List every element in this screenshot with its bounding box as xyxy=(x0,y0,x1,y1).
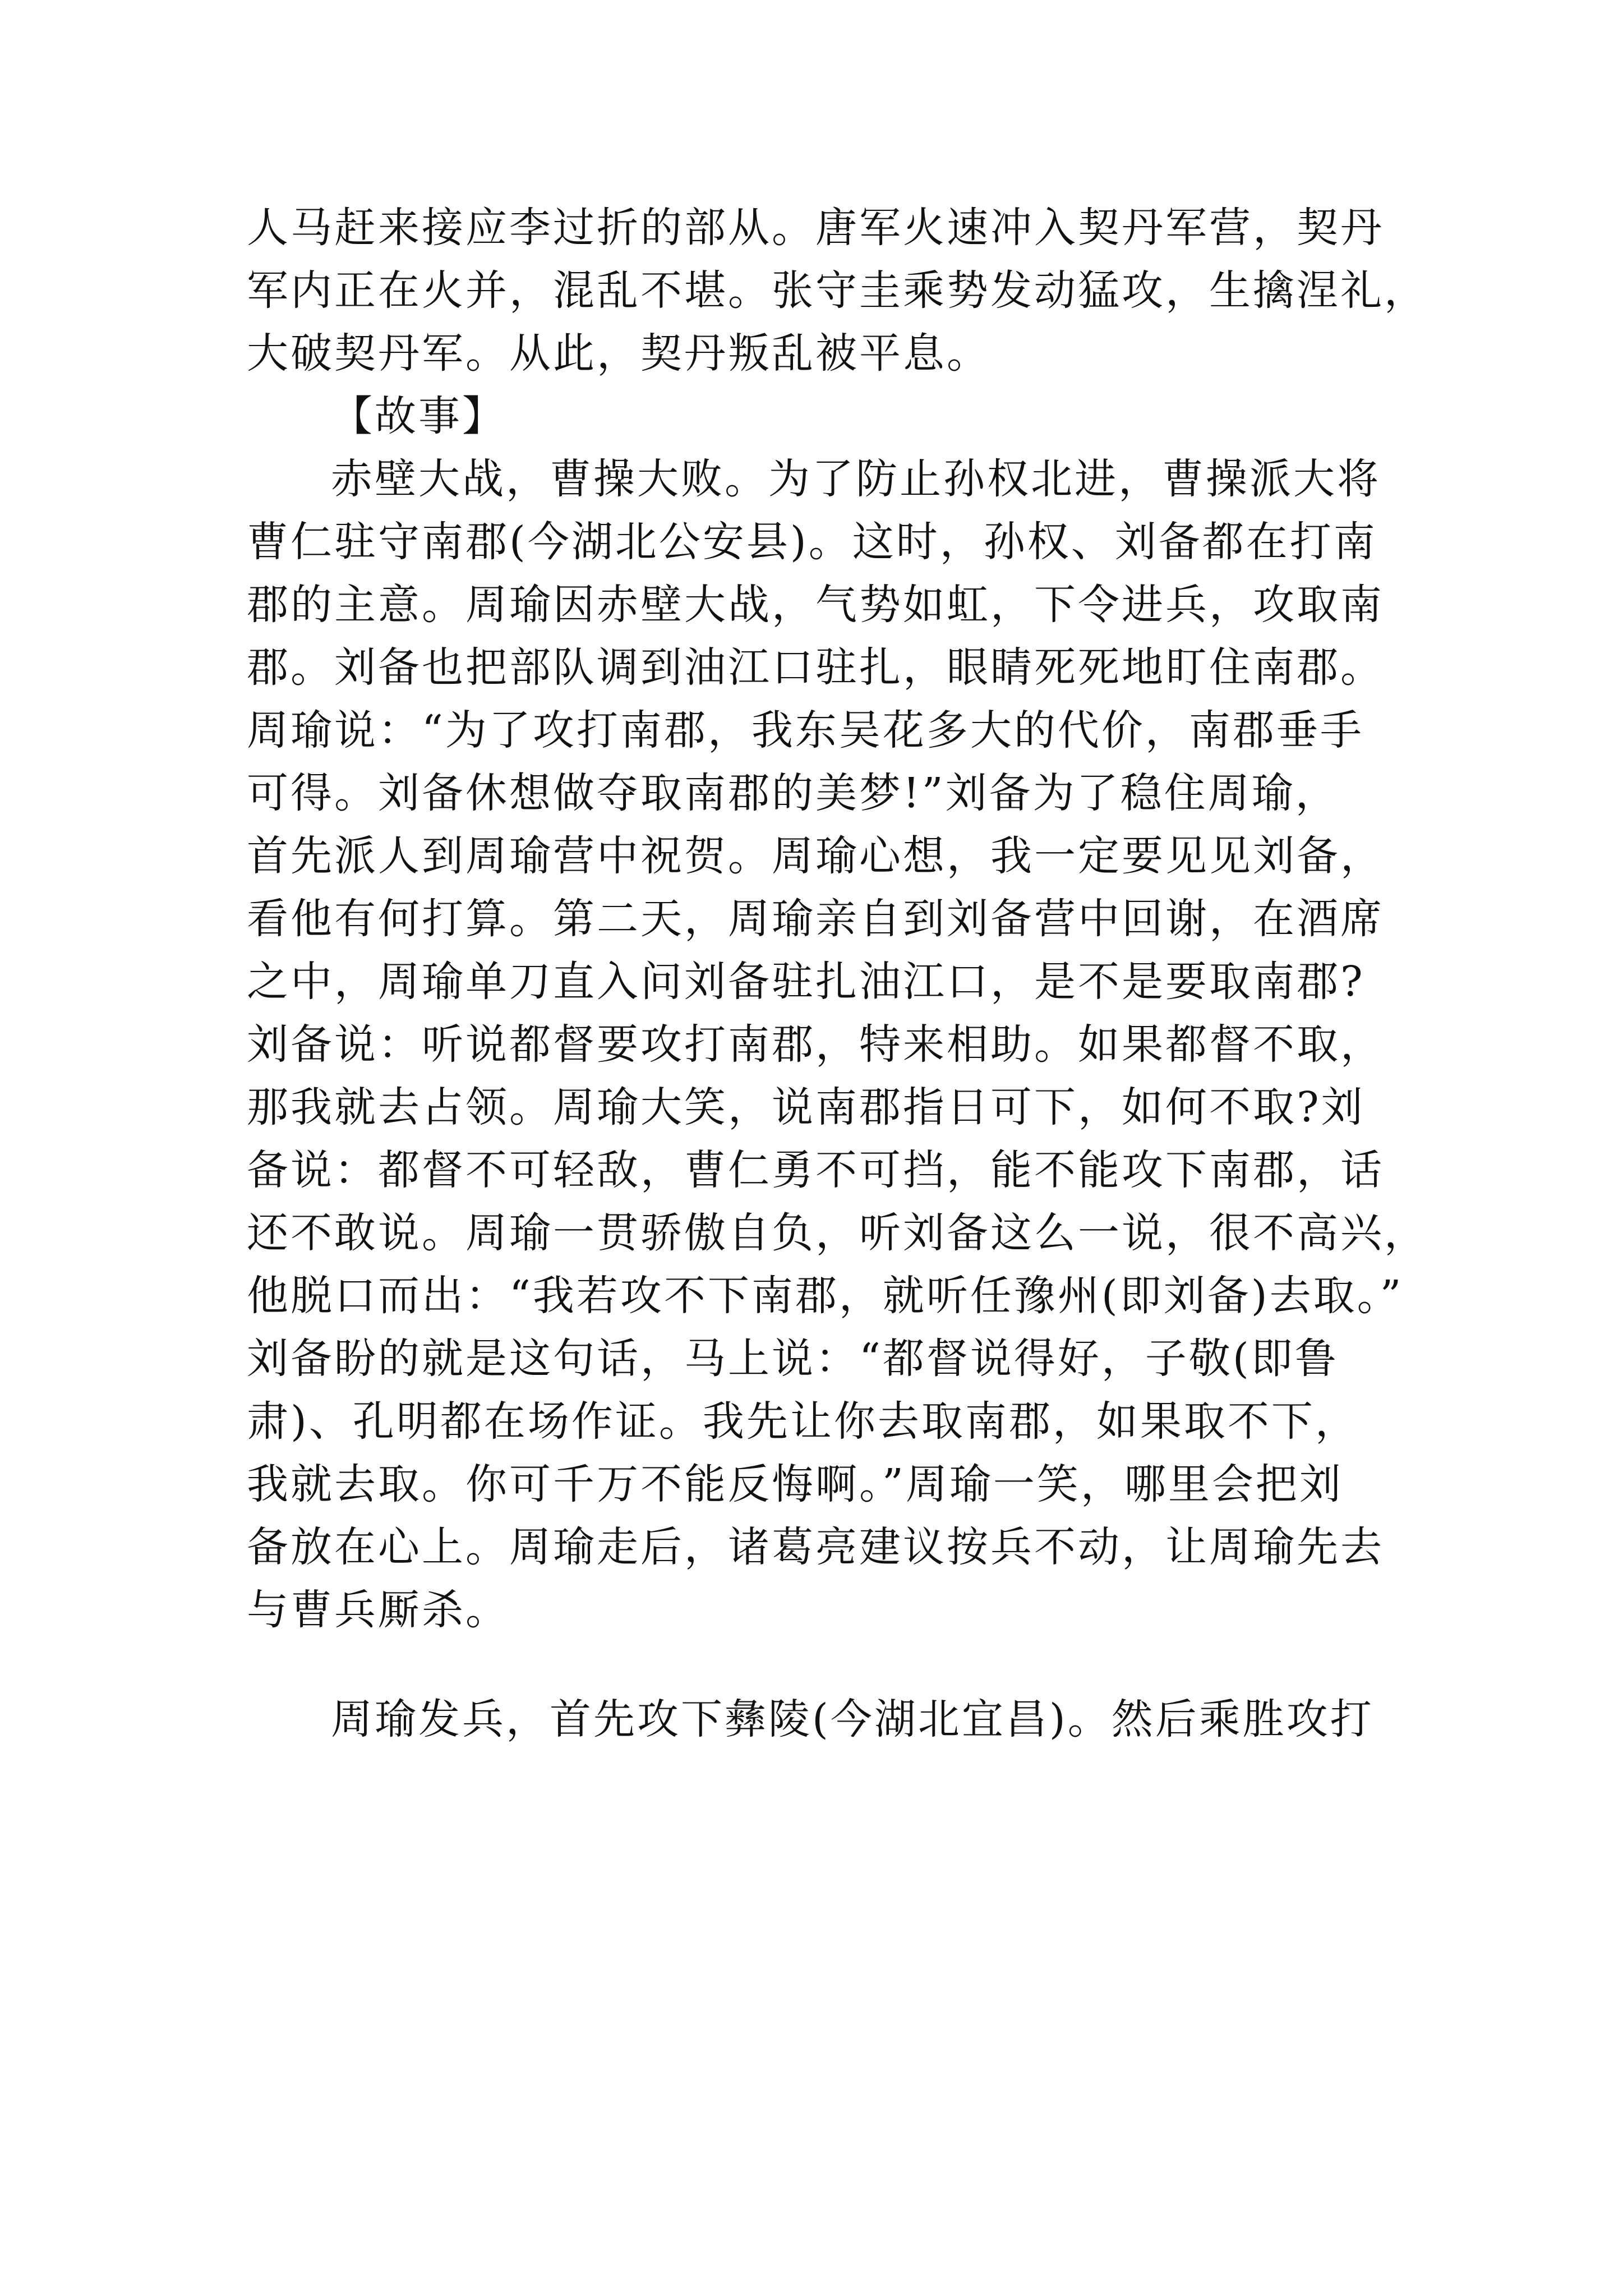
text-line: 刘备说：听说都督要攻打南郡，特来相助。如果都督不取， xyxy=(247,1020,1384,1069)
text-line: 曹仁驻守南郡(今湖北公安县)。这时，孙权、刘备都在打南 xyxy=(247,518,1377,566)
text-line: 周瑜发兵，首先攻下彝陵(今湖北宜昌)。然后乘胜攻打 xyxy=(331,1695,1374,1743)
text-line: 大破契丹军。从此，契丹叛乱被平息。 xyxy=(247,329,990,378)
text-line: 看他有何打算。第二天，周瑜亲自到刘备营中回谢，在酒席 xyxy=(247,895,1384,943)
text-line: 军内正在火并，混乱不堪。张守圭乘势发动猛攻，生擒涅礼， xyxy=(247,266,1428,315)
text-line: 还不敢说。周瑜一贯骄傲自负，听刘备这么一说，很不高兴， xyxy=(247,1209,1428,1257)
text-line: 备说：都督不可轻敌，曹仁勇不可挡，能不能攻下南郡，话 xyxy=(247,1146,1384,1194)
text-line: 周瑜说：“为了攻打南郡，我东吴花多大的代价，南郡垂手 xyxy=(247,706,1364,754)
text-line: 之中，周瑜单刀直入问刘备驻扎油江口，是不是要取南郡? xyxy=(247,958,1365,1006)
text-line: 首先派人到周瑜营中祝贺。周瑜心想，我一定要见见刘备， xyxy=(247,832,1384,880)
section-heading: 【故事】 xyxy=(331,392,506,440)
text-line: 人马赶来接应李过折的部从。唐军火速冲入契丹军营，契丹 xyxy=(247,204,1384,252)
text-line: 他脱口而出：“我若攻不下南郡，就听任豫州(即刘备)去取。” xyxy=(247,1272,1404,1320)
text-line: 与曹兵厮杀。 xyxy=(247,1586,509,1634)
text-line: 郡。刘备也把部队调到油江口驻扎，眼睛死死地盯住南郡。 xyxy=(247,643,1384,692)
text-line: 可得。刘备休想做夺取南郡的美梦!”刘备为了稳住周瑜， xyxy=(247,769,1339,817)
text-line: 肃)、孔明都在场作证。我先让你去取南郡，如果取不下， xyxy=(247,1397,1359,1446)
text-line: 备放在心上。周瑜走后，诸葛亮建议按兵不动，让周瑜先去 xyxy=(247,1523,1384,1571)
text-line: 郡的主意。周瑜因赤壁大战，气势如虹，下令进兵，攻取南 xyxy=(247,581,1384,629)
text-line: 我就去取。你可千万不能反悔啊。”周瑜一笑，哪里会把刘 xyxy=(247,1460,1343,1508)
text-line: 那我就去占领。周瑜大笑，说南郡指日可下，如何不取?刘 xyxy=(247,1083,1365,1131)
text-line: 刘备盼的就是这句话，马上说：“都督说得好，子敬(即鲁 xyxy=(247,1335,1339,1383)
text-line: 赤壁大战，曹操大败。为了防止孙权北进，曹操派大将 xyxy=(331,455,1381,503)
